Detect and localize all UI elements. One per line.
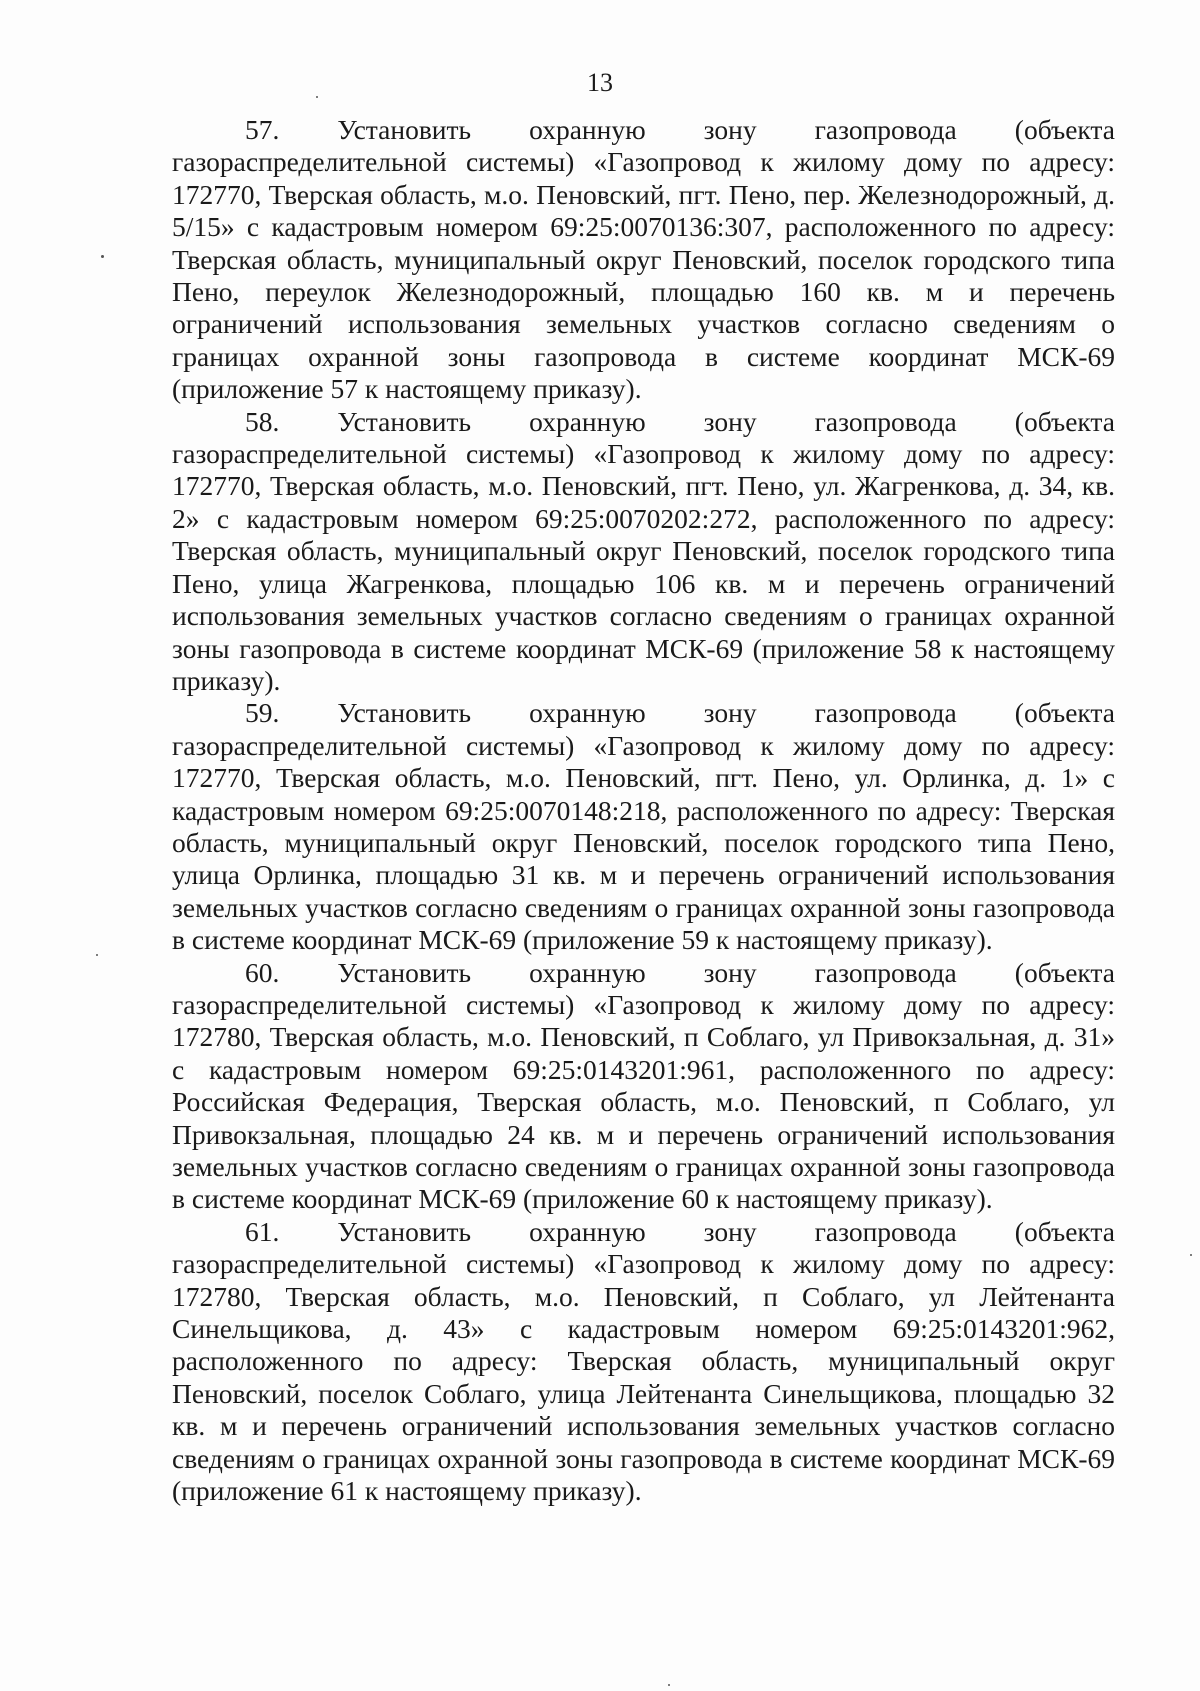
scan-speck xyxy=(1190,1254,1192,1256)
paragraph-58: 58. Установить охранную зону газопровода (объекта газораспределительной системы) «Газопровод к жилому дому по адресу: 172770, Тверская область, м.о. Пеновский, пгт. Пено, ул. Жагренкова, д. 34, кв. 2» с кадастровым номером 69:25:0070202:272, расположенного по адресу: Тверская область, муниципальный округ Пеновский, поселок городского типа Пено, улица Жагренкова, площадью 106 кв. м и перечень ограничений использования земельных участков согласно сведениям о границах охранной зоны газопровода в системе координат МСК-69 (приложение 58 к настоящему приказу). xyxy=(172,405,1115,696)
page-number: 13 xyxy=(587,68,613,97)
paragraph-61: 61. Установить охранную зону газопровода (объекта газораспределительной системы) «Газопровод к жилому дому по адресу: 172780, Тверская область, м.о. Пеновский, п Соблаго, ул Лейтенанта Синельщикова, д. 43» с кадастровым номером 69:25:0143201:962, расположенного по адресу: Тверская область, муниципальный округ Пеновский, поселок Соблаго, улица Лейтенанта Синельщикова, площадью 32 кв. м и перечень ограничений использования земельных участков согласно сведениям о границах охранной зоны газопровода в системе координат МСК-69 (приложение 61 к настоящему приказу). xyxy=(172,1215,1115,1507)
paragraph-57: 57. Установить охранную зону газопровода (объекта газораспределительной системы) «Газопровод к жилому дому по адресу: 172770, Тверская область, м.о. Пеновский, пгт. Пено, пер. Железнодорожный, д. 5/15» с кадастровым номером 69:25:0070136:307, расположенного по адресу: Тверская область, муниципальный округ Пеновский, поселок городского типа Пено, переулок Железнодорожный, площадью 160 кв. м и перечень ограничений использования земельных участков согласно сведениям о границах охранной зоны газопровода в системе координат МСК-69 (приложение 57 к настоящему приказу). xyxy=(172,114,1115,405)
paragraph-59: 59. Установить охранную зону газопровода (объекта газораспределительной системы) «Газопровод к жилому дому по адресу: 172770, Тверская область, м.о. Пеновский, пгт. Пено, ул. Орлинка, д. 1» с кадастровым номером 69:25:0070148:218, расположенного по адресу: Тверская область, муниципальный округ Пеновский, поселок городского типа Пено, улица Орлинка, площадью 31 кв. м и перечень ограничений использования земельных участков согласно сведениям о границах охранной зоны газопровода в системе координат МСК-69 (приложение 59 к настоящему приказу). xyxy=(172,697,1115,956)
paragraph-60: 60. Установить охранную зону газопровода (объекта газораспределительной системы) «Газопровод к жилому дому по адресу: 172780, Тверская область, м.о. Пеновский, п Соблаго, ул Привокзальная, д. 31» с кадастровым номером 69:25:0143201:961, расположенного по адресу: Российская Федерация, Тверская область, м.о. Пеновский, п Соблаго, ул Привокзальная, площадью 24 кв. м и перечень ограничений использования земельных участков согласно сведениям о границах охранной зоны газопровода в системе координат МСК-69 (приложение 60 к настоящему приказу). xyxy=(172,956,1115,1215)
scan-speck xyxy=(668,1684,670,1686)
scan-speck xyxy=(316,96,318,98)
scan-speck xyxy=(101,255,104,258)
document-body xyxy=(172,114,1115,1507)
scan-speck xyxy=(96,954,98,956)
